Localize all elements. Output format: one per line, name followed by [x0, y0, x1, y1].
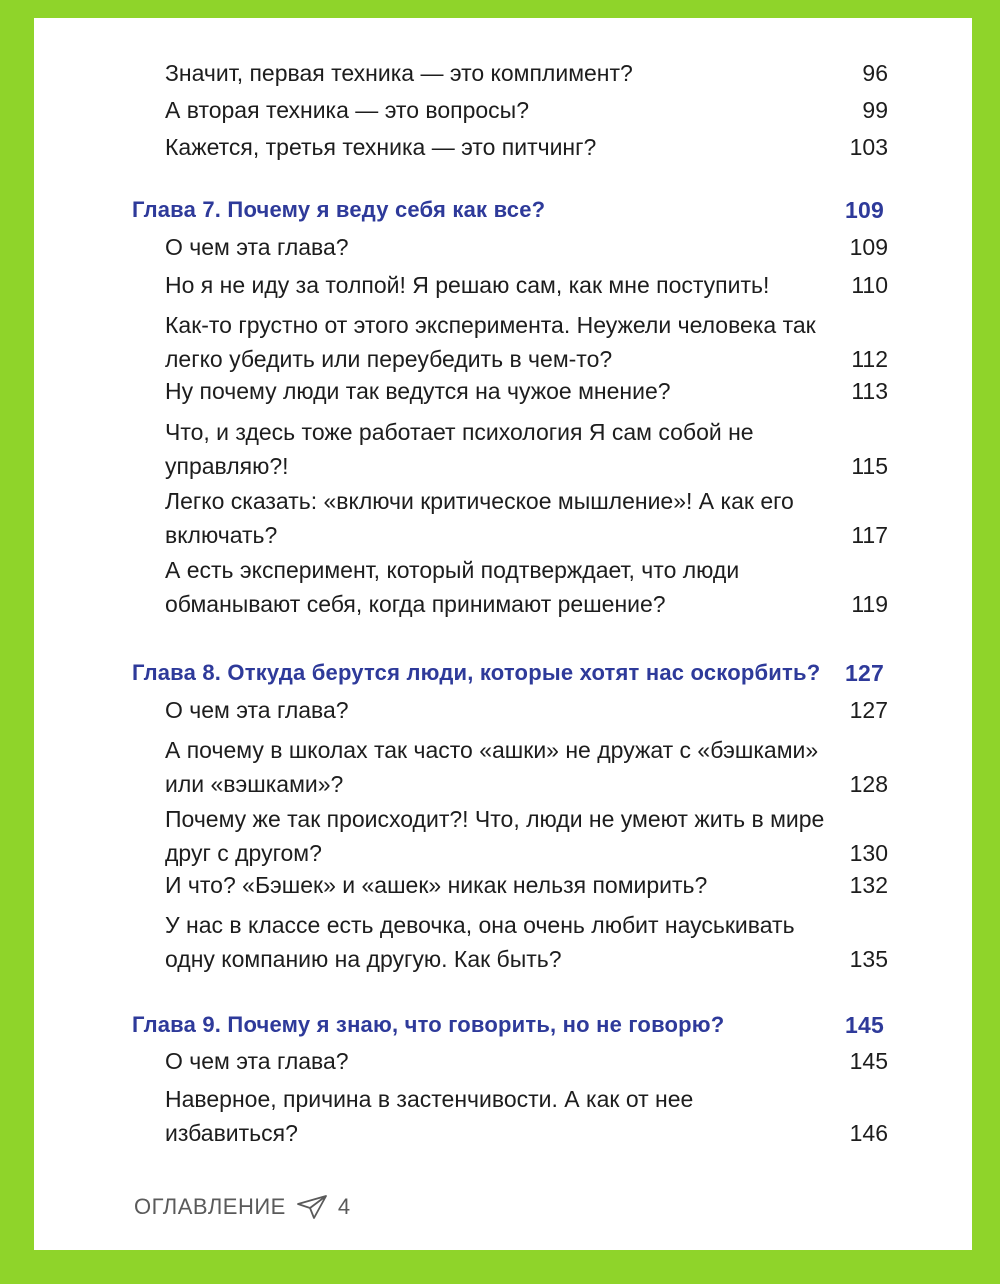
toc-entry: [165, 308, 888, 376]
chapter-page: 127: [845, 660, 884, 686]
entry-page: 130: [849, 840, 888, 866]
paper-plane-icon: [296, 1194, 328, 1220]
entry-title: Но я не иду за толпой! Я решаю сам, как мне поступить!: [165, 272, 770, 298]
entry-page: 132: [849, 872, 888, 898]
entry-page: 113: [851, 378, 888, 404]
toc-entry: [165, 802, 888, 870]
entry-page: 109: [849, 234, 888, 260]
toc-entry: [165, 56, 888, 90]
entry-title: Как-то грустно от этого эксперимента. Неужели человека так легко убедить или переубедить в чем-то?: [165, 312, 816, 372]
chapter-title: Глава 7. Почему я веду себя как все?: [132, 197, 546, 222]
footer-page-number: 4: [337, 1194, 351, 1219]
entry-page: 117: [851, 522, 888, 548]
entry-title: У нас в классе есть девочка, она очень любит науськивать одну компанию на другую. Как быть?: [165, 912, 795, 972]
toc-entry: [165, 733, 888, 801]
entry-page: 128: [849, 771, 888, 797]
entry-page: 99: [862, 97, 888, 123]
entry-title: А почему в школах так часто «ашки» не дружат с «бэшками» или «вэшками»?: [165, 737, 819, 797]
entry-title: И что? «Бэшек» и «ашек» никак нельзя помирить?: [165, 872, 708, 898]
entry-page: 145: [849, 1048, 888, 1074]
toc-entry: [165, 1082, 888, 1150]
entry-page: 110: [851, 272, 888, 298]
entry-page: 103: [849, 134, 888, 160]
chapter-title: Глава 8. Откуда берутся люди, которые хотят нас оскорбить?: [132, 660, 821, 685]
entry-title: Наверное, причина в застенчивости. А как от нее избавиться?: [165, 1086, 694, 1146]
toc-entry: [165, 93, 888, 127]
entry-title: О чем эта глава?: [165, 234, 349, 260]
toc-entry: [165, 230, 888, 264]
entry-title: Что, и здесь тоже работает психология Я сам собой не управляю?!: [165, 419, 754, 479]
entry-page: 115: [851, 453, 888, 479]
toc-entry: [165, 268, 888, 302]
entry-page: 127: [849, 697, 888, 723]
toc-entry: [165, 130, 888, 164]
chapter-heading: [132, 193, 884, 227]
toc-entry: [165, 484, 888, 552]
chapter-page: 109: [845, 197, 884, 223]
entry-title: О чем эта глава?: [165, 697, 349, 723]
toc-entry: [165, 415, 888, 483]
toc-entry: [165, 868, 888, 902]
entry-title: О чем эта глава?: [165, 1048, 349, 1074]
toc-entry: [165, 693, 888, 727]
entry-title: Значит, первая техника — это комплимент?: [165, 60, 633, 86]
toc-entry: [165, 908, 888, 976]
entry-title: Ну почему люди так ведутся на чужое мнение?: [165, 378, 671, 404]
entry-page: 119: [851, 591, 888, 617]
chapter-page: 145: [845, 1012, 884, 1038]
entry-title: А вторая техника — это вопросы?: [165, 97, 529, 123]
entry-page: 112: [851, 346, 888, 372]
toc-page: [34, 18, 972, 1250]
toc-entry: [165, 1044, 888, 1078]
entry-page: 96: [862, 60, 888, 86]
page-footer: [134, 1194, 351, 1220]
chapter-heading: [132, 656, 884, 690]
entry-title: Почему же так происходит?! Что, люди не умеют жить в мире друг с другом?: [165, 806, 825, 866]
entry-page: 146: [849, 1120, 888, 1146]
chapter-heading: [132, 1008, 884, 1042]
entry-title: Легко сказать: «включи критическое мышление»! А как его включать?: [165, 488, 794, 548]
entry-title: Кажется, третья техника — это питчинг?: [165, 134, 597, 160]
chapter-title: Глава 9. Почему я знаю, что говорить, но не говорю?: [132, 1012, 725, 1037]
toc-entry: [165, 553, 888, 621]
entry-title: А есть эксперимент, который подтверждает, что люди обманывают себя, когда принимают решение?: [165, 557, 740, 617]
footer-label: ОГЛАВЛЕНИЕ: [134, 1194, 286, 1219]
toc-entry: [165, 374, 888, 408]
entry-page: 135: [849, 946, 888, 972]
